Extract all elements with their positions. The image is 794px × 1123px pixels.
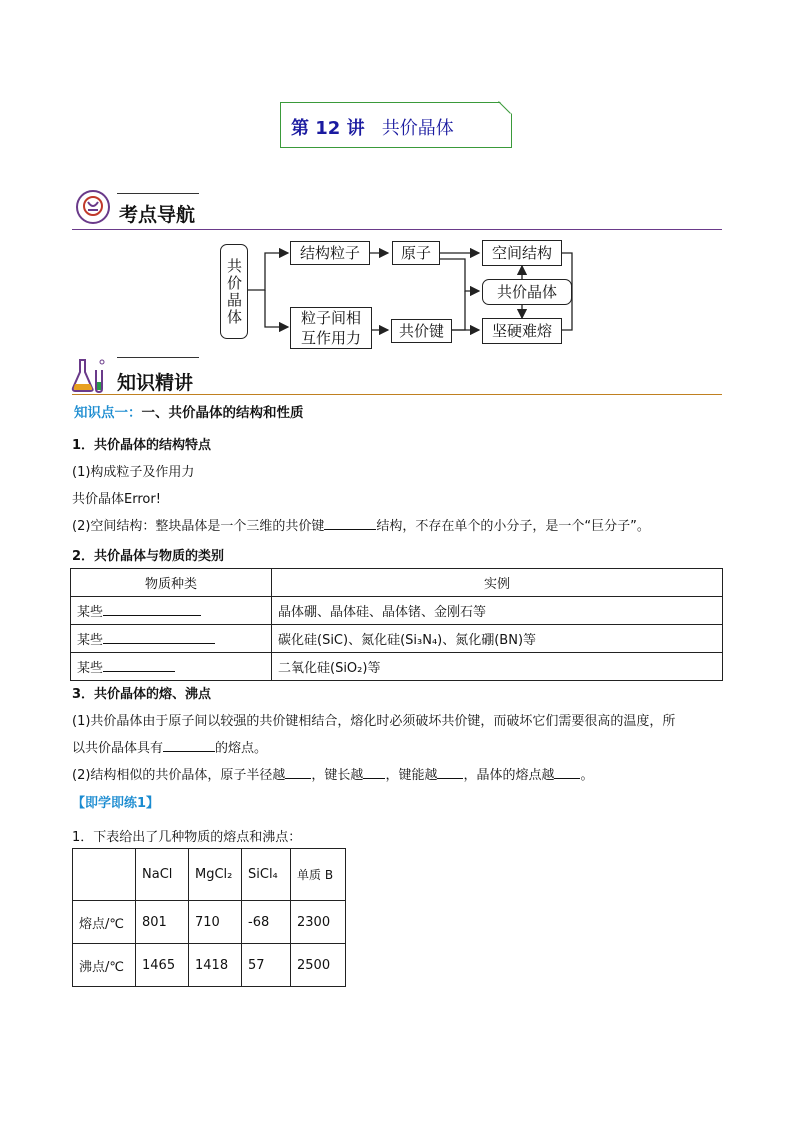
table-cell-example: 二氧化硅(SiO₂)等 bbox=[272, 653, 723, 681]
diagram-arrows bbox=[0, 0, 794, 360]
paragraph-1: (1)构成粒子及作用力 bbox=[72, 465, 195, 480]
paragraph-2: 共价晶体Error! bbox=[72, 492, 161, 507]
table-cell-kind bbox=[71, 597, 272, 625]
practice-heading: 【即学即练1】 bbox=[72, 796, 160, 811]
data-table-header: SiCl₄ bbox=[242, 849, 291, 901]
data-table-cell: 2300 bbox=[291, 901, 346, 944]
diagram-spatial-structure: 空间结构 bbox=[482, 240, 562, 266]
table-row bbox=[71, 597, 723, 625]
table-cell-example: 碳化硅(SiC)、氮化硅(Si₃N₄)、氮化硼(BN)等 bbox=[272, 625, 723, 653]
lesson-topic: 共价晶体 bbox=[381, 118, 454, 139]
data-table-corner bbox=[73, 849, 136, 901]
table-cell-example: 晶体硼、晶体硅、晶体锗、金刚石等 bbox=[272, 597, 723, 625]
data-table-cell: 1418 bbox=[189, 944, 242, 987]
table-header-cell: 实例 bbox=[272, 569, 723, 597]
lesson-number: 第 12 讲 bbox=[291, 118, 365, 139]
fill-blank[interactable] bbox=[437, 766, 463, 779]
data-table-row bbox=[73, 944, 346, 987]
table-cell-kind bbox=[71, 625, 272, 653]
knowledge-point-title: 一、共价晶体的结构和性质 bbox=[141, 405, 304, 421]
section-title-knowledge: 知识精讲 bbox=[117, 372, 194, 394]
paragraph-5-part-b: ，键长越 bbox=[311, 768, 364, 783]
question-1: 1．下表给出了几种物质的熔点和沸点： bbox=[72, 830, 302, 845]
paragraph-5-part-d: ，晶体的熔点越 bbox=[463, 768, 555, 783]
paragraph-5-part-c: ，键能越 bbox=[385, 768, 438, 783]
diagram-interaction-line2: 互作用力 bbox=[300, 329, 361, 347]
data-table-cell: 1465 bbox=[136, 944, 189, 987]
paragraph-4-part-c: 的熔点。 bbox=[215, 741, 268, 756]
data-table-cell: 57 bbox=[242, 944, 291, 987]
data-table-cell: 710 bbox=[189, 901, 242, 944]
knowledge-point-heading bbox=[74, 401, 304, 421]
data-table-header-row bbox=[73, 849, 346, 901]
data-table-header: 单质 B bbox=[291, 849, 346, 901]
fill-blank[interactable] bbox=[103, 659, 175, 672]
section-title-guide: 考点导航 bbox=[119, 204, 196, 226]
category-table bbox=[70, 568, 723, 681]
data-table-row-label: 沸点/℃ bbox=[73, 944, 136, 987]
heading-1: 1．共价晶体的结构特点 bbox=[72, 438, 212, 453]
data-table bbox=[72, 848, 346, 987]
table-cell-kind bbox=[71, 653, 272, 681]
fill-blank[interactable] bbox=[324, 517, 376, 530]
kind-prefix: 某些 bbox=[77, 605, 104, 620]
data-table-cell: -68 bbox=[242, 901, 291, 944]
diagram-structure-particles: 结构粒子 bbox=[290, 241, 370, 265]
paragraph-5 bbox=[72, 764, 593, 783]
diagram-hard-refractory: 坚硬难熔 bbox=[482, 318, 562, 344]
paragraph-3-part-a: (2)空间结构：整块晶体是一个三维的共价键 bbox=[72, 519, 325, 534]
fill-blank[interactable] bbox=[285, 766, 311, 779]
table-header-cell: 物质种类 bbox=[71, 569, 272, 597]
fill-blank[interactable] bbox=[163, 739, 215, 752]
table-header-row bbox=[71, 569, 723, 597]
paragraph-3-part-b: 结构，不存在单个的小分子，是一个“巨分子”。 bbox=[376, 519, 650, 534]
flask-icon bbox=[70, 356, 110, 394]
section-deco-line-2 bbox=[117, 357, 199, 358]
data-table-row-label: 熔点/℃ bbox=[73, 901, 136, 944]
data-table-cell: 801 bbox=[136, 901, 189, 944]
table-row bbox=[71, 625, 723, 653]
fill-blank[interactable] bbox=[103, 603, 201, 616]
diagram-interaction-force bbox=[290, 307, 372, 349]
diagram-covalent-bond: 共价键 bbox=[391, 319, 452, 343]
heading-2: 2．共价晶体与物质的类别 bbox=[72, 549, 225, 564]
heading-3: 3．共价晶体的熔、沸点 bbox=[72, 687, 212, 702]
fill-blank[interactable] bbox=[103, 631, 215, 644]
fill-blank[interactable] bbox=[554, 766, 580, 779]
paragraph-5-part-a: (2)结构相似的共价晶体，原子半径越 bbox=[72, 768, 286, 783]
paragraph-5-part-e: 。 bbox=[580, 768, 594, 783]
kind-prefix: 某些 bbox=[77, 661, 104, 676]
data-table-header: MgCl₂ bbox=[189, 849, 242, 901]
paragraph-4a: (1)共价晶体由于原子间以较强的共价键相结合，熔化时必须破坏共价键，而破坏它们需要很高的温度，所 bbox=[72, 714, 676, 729]
data-table-header: NaCl bbox=[136, 849, 189, 901]
section-divider-2 bbox=[72, 394, 722, 395]
table-row bbox=[71, 653, 723, 681]
kind-prefix: 某些 bbox=[77, 633, 104, 648]
diagram-covalent-crystal: 共价晶体 bbox=[482, 279, 572, 305]
data-table-row bbox=[73, 901, 346, 944]
diagram-interaction-line1: 粒子间相 bbox=[300, 309, 361, 327]
knowledge-point-label: 知识点一： bbox=[74, 405, 142, 421]
paragraph-4-part-b: 以共价晶体具有 bbox=[72, 741, 164, 756]
paragraph-3 bbox=[72, 515, 650, 534]
data-table-cell: 2500 bbox=[291, 944, 346, 987]
diagram-root-covalent-crystal: 共价晶体 bbox=[220, 244, 248, 339]
diagram-atom: 原子 bbox=[392, 241, 440, 265]
fill-blank[interactable] bbox=[363, 766, 385, 779]
paragraph-4b bbox=[72, 737, 267, 756]
